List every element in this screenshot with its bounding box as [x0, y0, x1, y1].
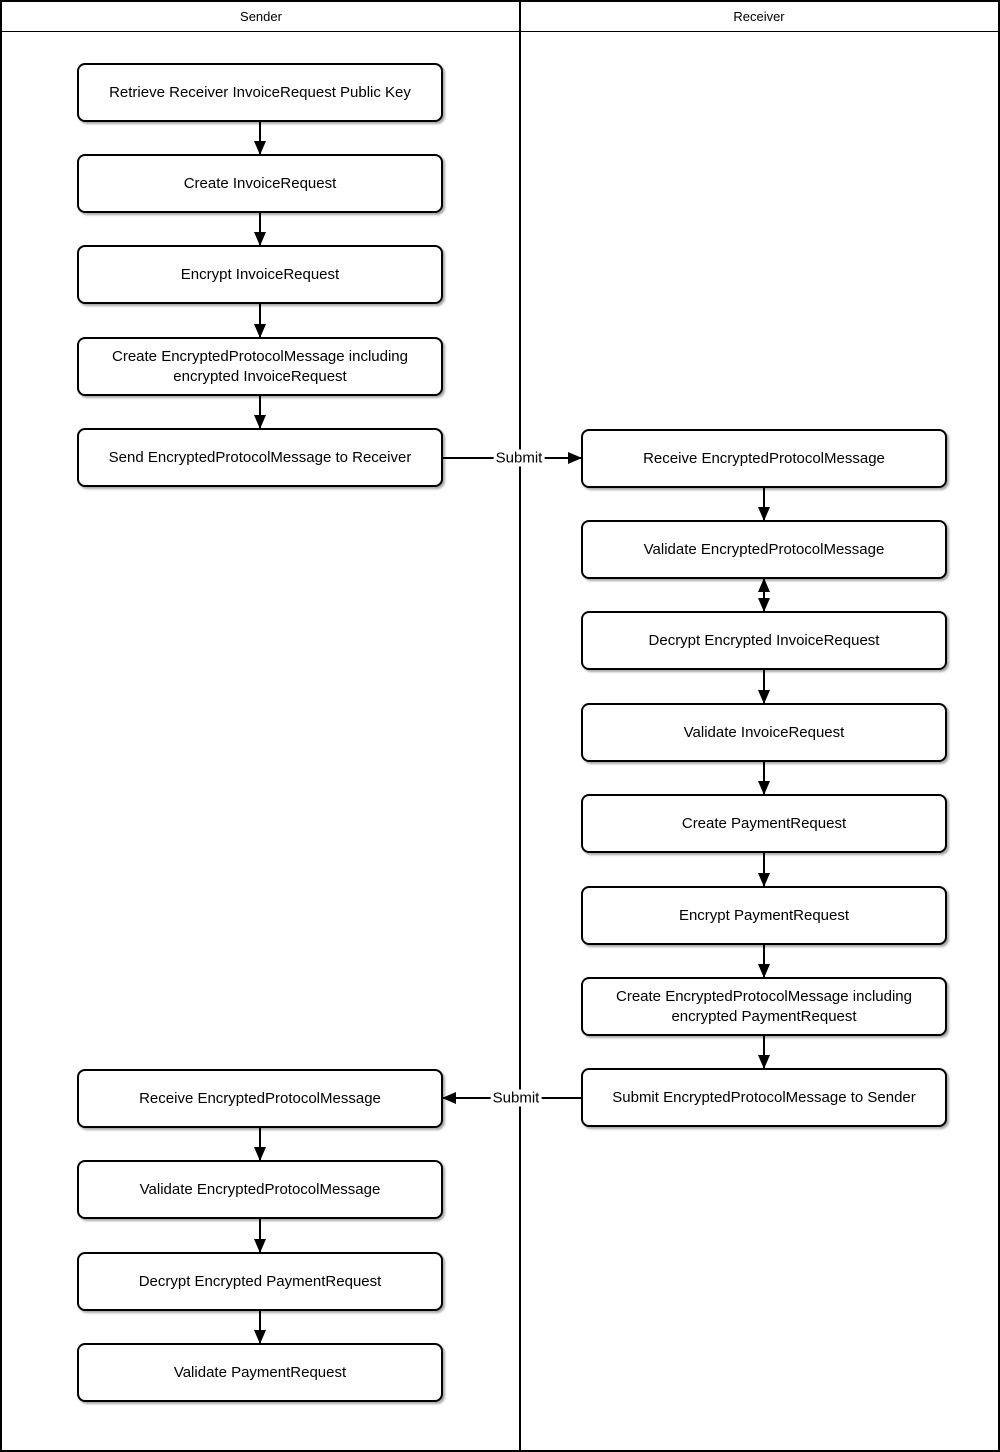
- step-encrypt-paymentrequest: [581, 886, 947, 945]
- lane-header-receiver: Receiver: [733, 9, 785, 24]
- step-label: Encrypt PaymentRequest: [678, 906, 850, 924]
- step-label: Create EncryptedProtocolMessage including encrypted PaymentRequest: [616, 988, 912, 1025]
- step-validate-encryptedprotocolmessage-sender: [77, 1160, 443, 1219]
- step-validate-encryptedprotocolmessage-receiver: [581, 520, 947, 579]
- step-label: Create InvoiceRequest: [183, 174, 337, 192]
- step-label: Validate InvoiceRequest: [683, 723, 845, 741]
- step-create-invoicerequest: [77, 154, 443, 213]
- step-decrypt-encrypted-invoicerequest: [581, 611, 947, 670]
- step-decrypt-encrypted-paymentrequest: [77, 1252, 443, 1311]
- step-validate-invoicerequest: [581, 703, 947, 762]
- step-submit-encryptedprotocolmessage-to-sender: [581, 1068, 947, 1127]
- step-validate-paymentrequest: [77, 1343, 443, 1402]
- step-label: Receive EncryptedProtocolMessage: [139, 1089, 381, 1107]
- submit-label-to-sender: Submit: [492, 1089, 540, 1107]
- step-label: Create EncryptedProtocolMessage including encrypted InvoiceRequest: [112, 348, 408, 385]
- step-label: Decrypt Encrypted InvoiceRequest: [648, 631, 880, 649]
- step-label: Retrieve Receiver InvoiceRequest Public Key: [109, 83, 411, 101]
- step-label: Encrypt InvoiceRequest: [180, 265, 340, 283]
- step-create-paymentrequest: [581, 794, 947, 853]
- step-retrieve-receiver-invoicerequest-public-key: [77, 63, 443, 122]
- step-create-encryptedprotocolmessage-paymentrequest: [581, 977, 947, 1036]
- step-label: Validate EncryptedProtocolMessage: [139, 1180, 381, 1198]
- step-receive-encryptedprotocolmessage-sender: [77, 1069, 443, 1128]
- step-send-encryptedprotocolmessage-to-receiver: [77, 428, 443, 487]
- lane-header-row: [2, 2, 998, 32]
- step-encrypt-invoicerequest: [77, 245, 443, 304]
- step-create-encryptedprotocolmessage-invoicerequest: [77, 337, 443, 396]
- step-label: Validate EncryptedProtocolMessage: [643, 540, 885, 558]
- submit-label-to-receiver: Submit: [495, 449, 543, 467]
- lane-header-sender: Sender: [240, 9, 282, 24]
- step-label: Receive EncryptedProtocolMessage: [643, 449, 885, 467]
- step-label: Decrypt Encrypted PaymentRequest: [138, 1272, 382, 1290]
- step-label: Create PaymentRequest: [681, 814, 847, 832]
- step-label: Submit EncryptedProtocolMessage to Sender: [612, 1088, 916, 1106]
- step-label: Send EncryptedProtocolMessage to Receiver: [108, 448, 412, 466]
- step-label: Validate PaymentRequest: [173, 1363, 347, 1381]
- lane-divider: [519, 2, 521, 1450]
- step-receive-encryptedprotocolmessage-receiver: [581, 429, 947, 488]
